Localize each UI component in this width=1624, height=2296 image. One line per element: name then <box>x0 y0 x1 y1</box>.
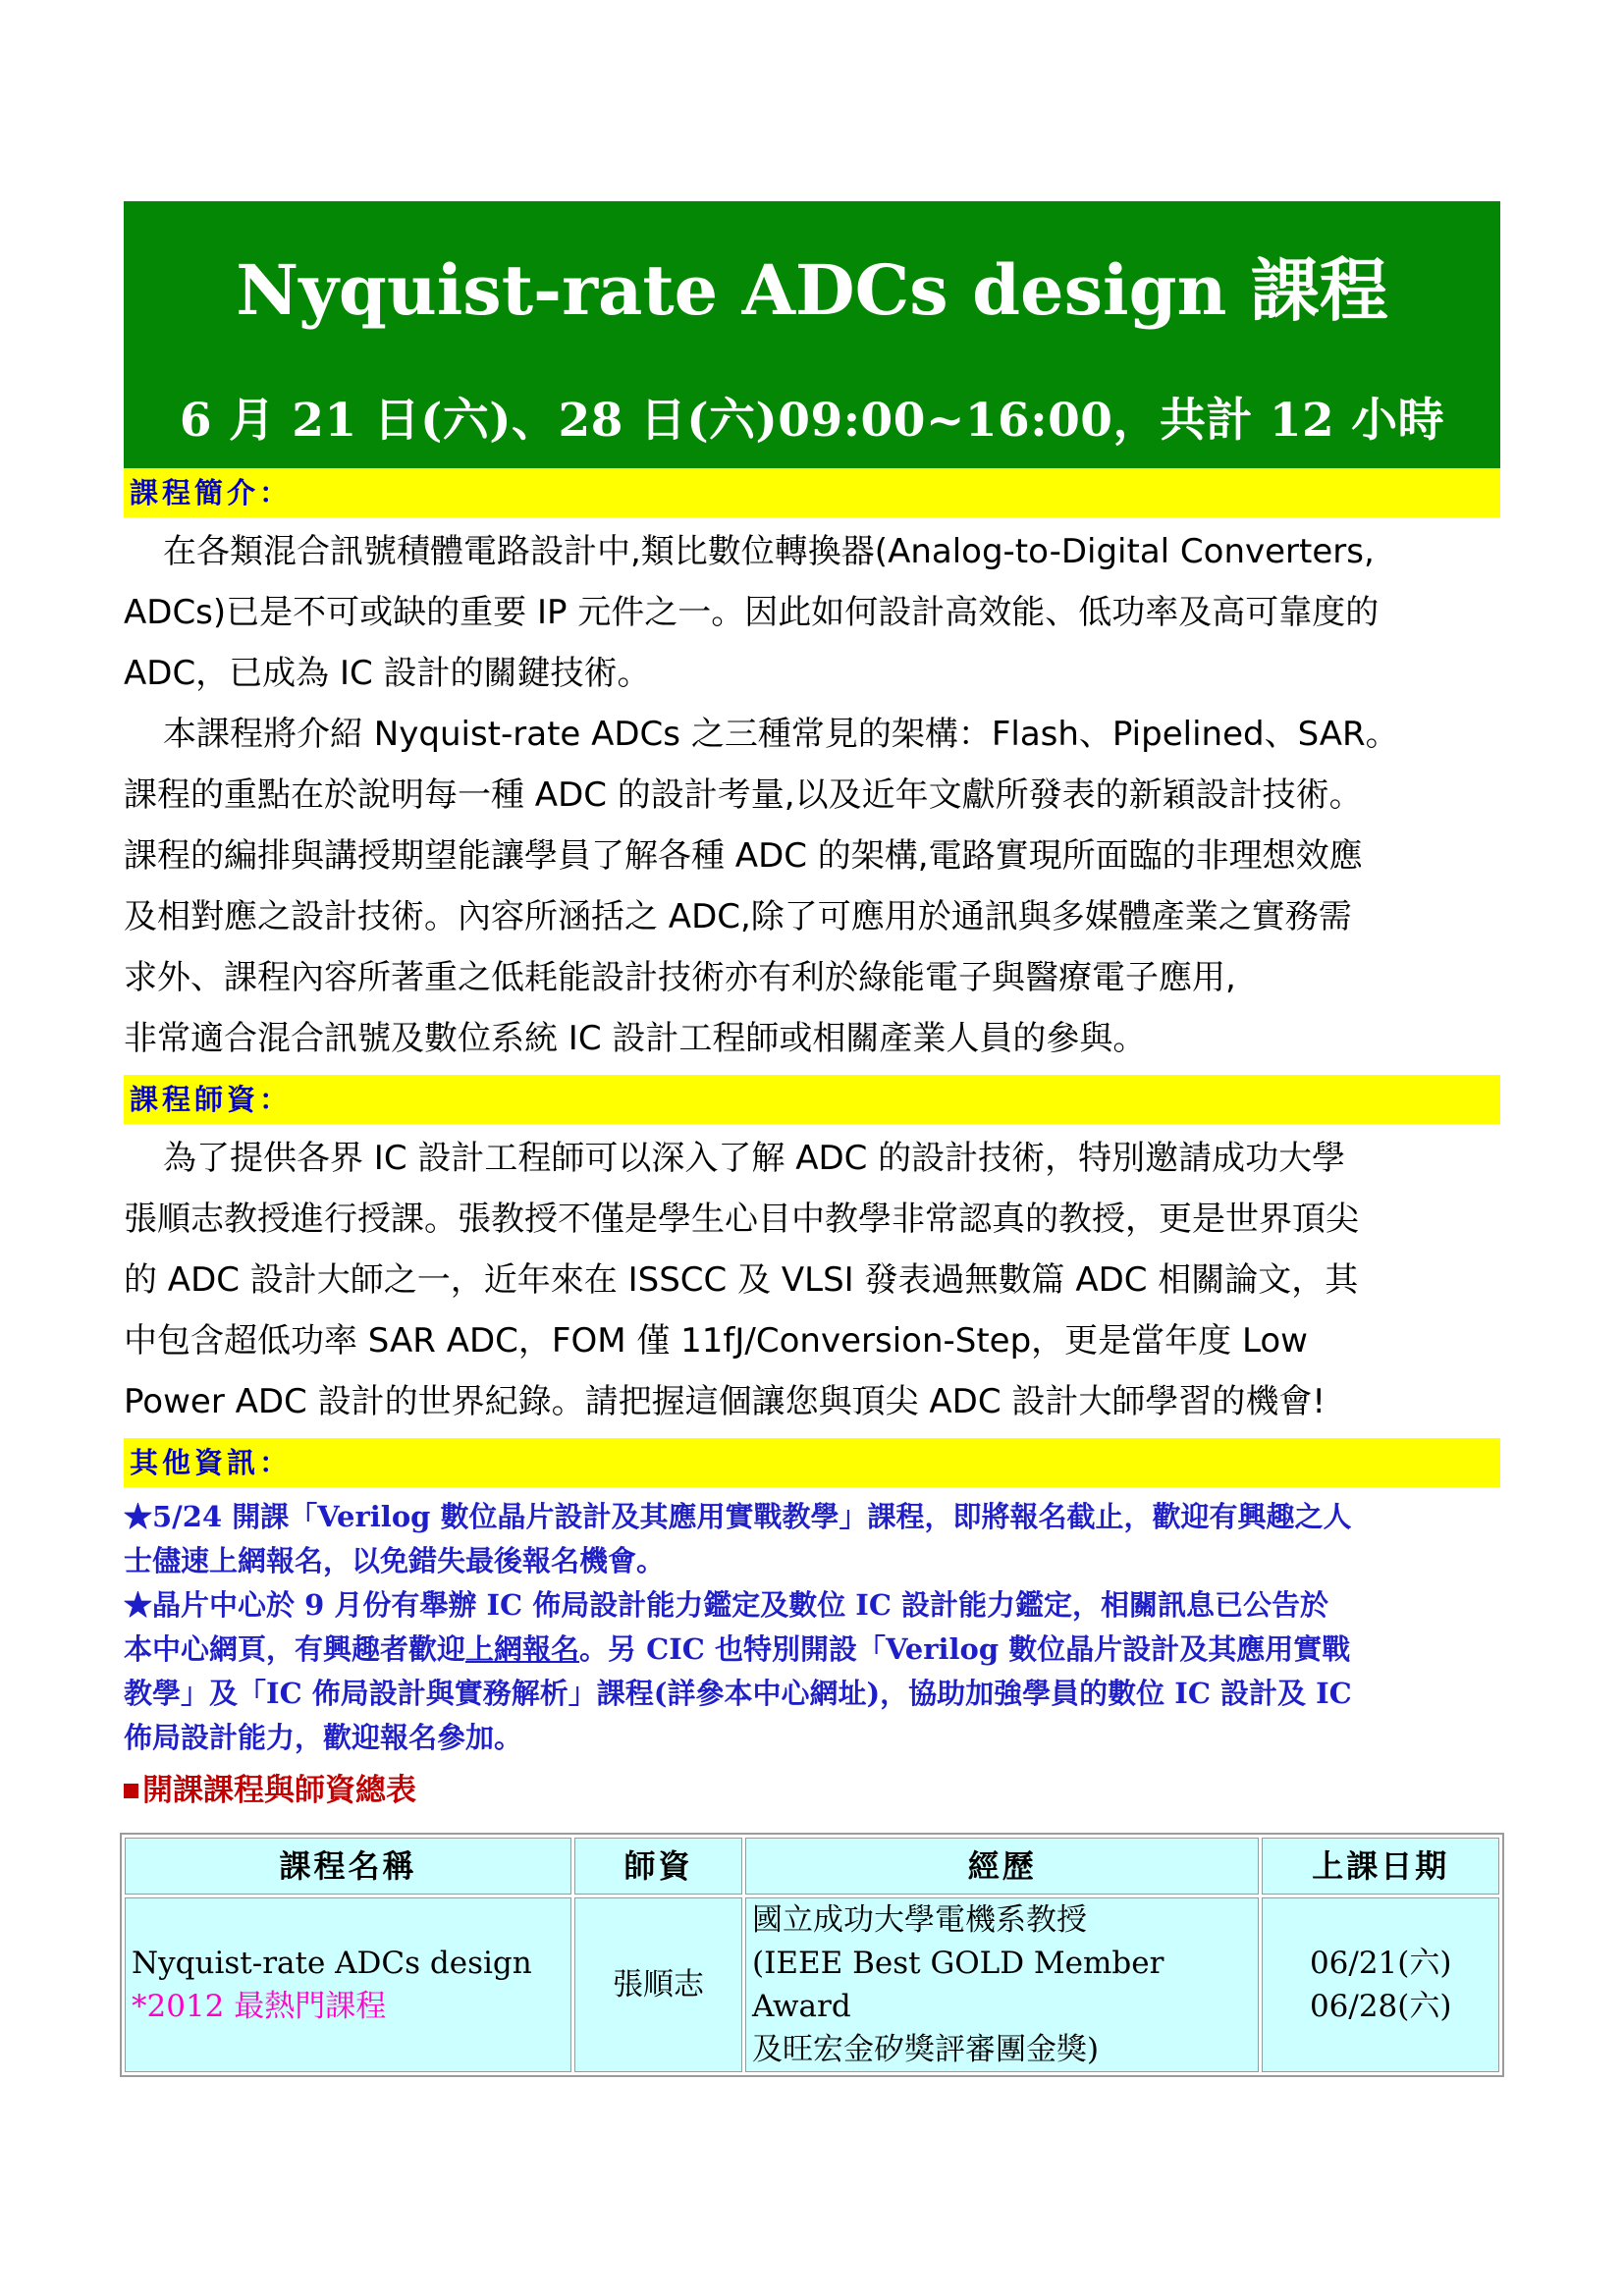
intro-line: 及相對應之設計技術。內容所涵括之 ADC,除了可應用於通訊與多媒體產業之實務需 <box>124 897 1352 936</box>
other-info-heading: 其他資訊： <box>124 1438 1500 1487</box>
info-line: 佈局設計能力，歡迎報名參加。 <box>124 1721 523 1754</box>
intro-line: ADCs)已是不可或缺的重要 IP 元件之一。因此如何設計高效能、低功率及高可靠度的 <box>124 593 1380 632</box>
intro-line: 非常適合混合訊號及數位系統 IC 設計工程師或相關產業人員的參與。 <box>124 1019 1147 1058</box>
table-header-row <box>125 1838 1499 1895</box>
date-cell <box>1262 1897 1499 2072</box>
info-line: 士儘速上網報名，以免錯失最後報名機會。 <box>124 1544 666 1577</box>
info-line <box>124 1628 1500 1672</box>
intro-line: 求外、課程內容所著重之低耗能設計技術亦有利於綠能電子與醫療電子應用, <box>124 958 1236 997</box>
experience-line: (IEEE Best GOLD Member Award <box>752 1946 1164 2024</box>
column-header: 經歷 <box>745 1838 1259 1895</box>
page-title: Nyquist-rate ADCs design 課程 <box>236 249 1388 331</box>
intro-line: 本課程將介紹 Nyquist-rate ADCs 之三種常見的架構：Flash、Pipelined、SAR。 <box>163 715 1399 754</box>
class-date: 06/21(六) <box>1309 1946 1452 1981</box>
course-cell <box>125 1897 571 2072</box>
flyer <box>124 201 1500 2077</box>
hot-course-tag: *2012 最熱門課程 <box>132 1989 387 2024</box>
teacher-cell: 張順志 <box>574 1897 742 2072</box>
instructor-line: 張順志教授進行授課。張教授不僅是學生心目中教學非常認真的教授，更是世界頂尖 <box>124 1200 1359 1239</box>
info-text: 本中心網頁，有興趣者歡迎 <box>124 1632 466 1666</box>
experience-line: 及旺宏金矽獎評審團金獎) <box>752 2032 1100 2067</box>
register-link[interactable]: 上網報名 <box>465 1632 580 1666</box>
table-heading-label: 開課課程與師資總表 <box>142 1773 416 1808</box>
table-heading <box>124 1766 1500 1815</box>
other-info-text <box>124 1495 1500 1760</box>
intro-text <box>124 521 1500 1069</box>
course-name: Nyquist-rate ADCs design <box>132 1946 532 1981</box>
instructor-line: Power ADC 設計的世界紀錄。請把握這個讓您與頂尖 ADC 設計大師學習的機會! <box>124 1382 1326 1421</box>
column-header: 師資 <box>574 1838 742 1895</box>
info-line: ★5/24 開課「Verilog 數位晶片設計及其應用實戰教學」課程，即將報名截止，歡迎有興趣之人 <box>124 1500 1352 1533</box>
instructor-heading: 課程師資： <box>124 1075 1500 1124</box>
column-header: 課程名稱 <box>125 1838 571 1895</box>
class-date: 06/28(六) <box>1309 1989 1452 2024</box>
experience-cell <box>745 1897 1259 2072</box>
column-header: 上課日期 <box>1262 1838 1499 1895</box>
info-line: ★晶片中心於 9 月份有舉辦 IC 佈局設計能力鑑定及數位 IC 設計能力鑑定，相關訊息已公告於 <box>124 1588 1329 1622</box>
course-schedule: 6 月 21 日(六)、28 日(六)09:00~16:00，共計 12 小時 <box>179 394 1445 448</box>
intro-line: ADC，已成為 IC 設計的關鍵技術。 <box>124 654 651 693</box>
instructor-line: 中包含超低功率 SAR ADC，FOM 僅 11fJ/Conversion-Step，更是當年度 Low <box>124 1321 1308 1361</box>
info-text: 。另 CIC 也特別開設「Verilog 數位晶片設計及其應用實戰 <box>579 1632 1351 1666</box>
table-row <box>125 1897 1499 2072</box>
instructor-text <box>124 1128 1500 1432</box>
intro-line: 在各類混合訊號積體電路設計中,類比數位轉換器(Analog-to-Digital Converters, <box>163 532 1375 571</box>
hero-banner <box>124 201 1500 468</box>
info-line: 教學」及「IC 佈局設計與實務解析」課程(詳參本中心網址)，協助加強學員的數位 IC 設計及 IC <box>124 1677 1352 1710</box>
instructor-line: 為了提供各界 IC 設計工程師可以深入了解 ADC 的設計技術，特別邀請成功大學 <box>163 1139 1346 1178</box>
intro-heading: 課程簡介： <box>124 468 1500 517</box>
square-bullet-icon <box>124 1784 138 1798</box>
intro-line: 課程的編排與講授期望能讓學員了解各種 ADC 的架構,電路實現所面臨的非理想效應 <box>124 836 1363 876</box>
intro-line: 課程的重點在於說明每一種 ADC 的設計考量,以及近年文獻所發表的新穎設計技術。 <box>124 775 1363 815</box>
instructor-line: 的 ADC 設計大師之一，近年來在 ISSCC 及 VLSI 發表過無數篇 ADC 相關論文，其 <box>124 1260 1359 1300</box>
course-table <box>120 1833 1504 2077</box>
experience-line: 國立成功大學電機系教授 <box>752 1902 1088 1938</box>
